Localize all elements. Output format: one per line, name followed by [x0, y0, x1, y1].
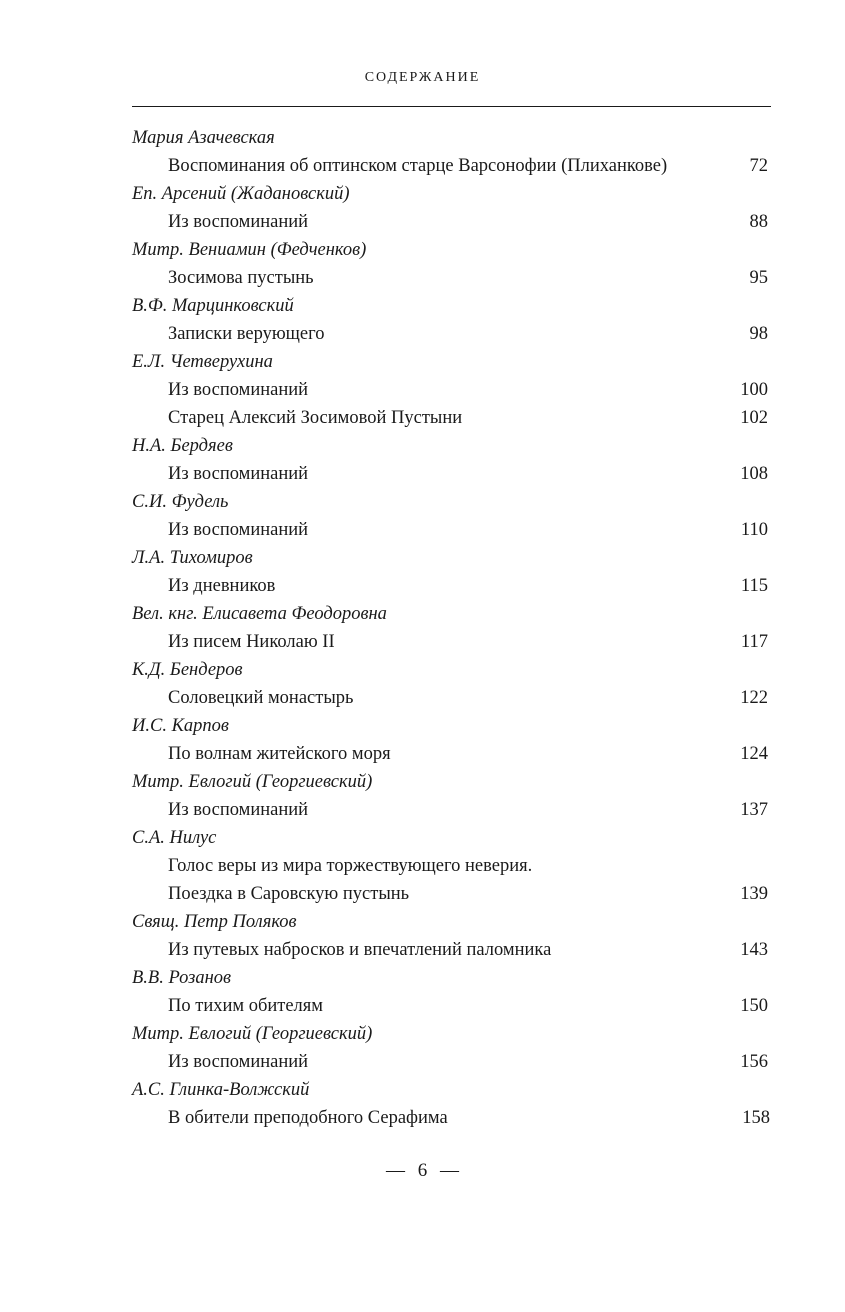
toc-entry-page: 108	[740, 464, 768, 484]
toc-entry-title: Записки верующего	[168, 324, 325, 344]
table-of-contents	[132, 124, 771, 1132]
toc-entry-page: 158	[742, 1108, 770, 1128]
toc-entry	[132, 1104, 771, 1132]
toc-entry-title: Соловецкий монастырь	[168, 688, 354, 708]
toc-entry-title: Из писем Николаю II	[168, 632, 335, 652]
toc-entry-page: 124	[740, 744, 768, 764]
toc-entry-page: 150	[740, 996, 768, 1016]
toc-entry-title: Из воспоминаний	[168, 212, 309, 232]
toc-entry	[132, 460, 771, 488]
toc-author: В.Ф. Марцинковский	[132, 296, 294, 316]
toc-author: Н.А. Бердяев	[132, 436, 233, 456]
toc-entry-page: 139	[740, 884, 768, 904]
toc-author: Вел. кнг. Елисавета Феодоровна	[132, 604, 387, 624]
toc-entry	[132, 852, 771, 880]
toc-author: Еп. Арсений (Жадановский)	[132, 184, 350, 204]
toc-author: Мария Азачевская	[132, 128, 275, 148]
toc-entry-page: 98	[749, 324, 768, 344]
toc-entry-title: Воспоминания об оптинском старце Варсонофии (Плиханкове)	[168, 156, 668, 176]
toc-entry-page: 110	[740, 520, 768, 540]
toc-entry-title: По волнам житейского моря	[168, 744, 391, 764]
header-rule	[132, 106, 771, 107]
toc-entry-page: 122	[740, 688, 768, 708]
toc-entry-title: Из дневников	[168, 576, 276, 596]
toc-entry-title: Зосимова пустынь	[168, 268, 314, 288]
toc-entry-page: 100	[740, 380, 768, 400]
page-number: — 6 —	[386, 1160, 459, 1181]
toc-author: И.С. Карпов	[132, 716, 229, 736]
toc-author: Митр. Евлогий (Георгиевский)	[132, 772, 373, 792]
toc-entry-page: 143	[740, 940, 768, 960]
toc-entry-title: Из воспоминаний	[168, 380, 309, 400]
toc-entry	[132, 628, 771, 656]
toc-entry	[132, 796, 771, 824]
toc-entry	[132, 992, 771, 1020]
toc-entry-page: 95	[749, 268, 768, 288]
toc-entry-page: 156	[740, 1052, 768, 1072]
toc-author: С.А. Нилус	[132, 828, 217, 848]
toc-entry	[132, 320, 771, 348]
toc-entry-page: 72	[749, 156, 768, 176]
toc-entry	[132, 880, 771, 908]
toc-entry	[132, 684, 771, 712]
toc-entry-title: Из воспоминаний	[168, 800, 309, 820]
toc-entry	[132, 516, 771, 544]
toc-author: В.В. Розанов	[132, 968, 232, 988]
toc-entry	[132, 936, 771, 964]
toc-entry-title: Старец Алексий Зосимовой Пустыни	[168, 408, 463, 428]
toc-author: Свящ. Петр Поляков	[132, 912, 297, 932]
toc-entry-title: В обители преподобного Серафима	[168, 1108, 448, 1128]
toc-entry	[132, 264, 771, 292]
toc-entry-title: Из воспоминаний	[168, 464, 309, 484]
toc-author: С.И. Фудель	[132, 492, 229, 512]
toc-entry	[132, 740, 771, 768]
toc-entry-page: 102	[740, 408, 768, 428]
toc-author: Л.А. Тихомиров	[132, 548, 253, 568]
toc-entry-page: 117	[740, 632, 768, 652]
running-header: СОДЕРЖАНИЕ	[364, 70, 481, 85]
toc-author: К.Д. Бендеров	[132, 660, 243, 680]
toc-entry	[132, 208, 771, 236]
toc-entry-title: Из путевых набросков и впечатлений паломника	[168, 940, 552, 960]
toc-entry	[132, 1048, 771, 1076]
toc-entry-title: Поездка в Саровскую пустынь	[168, 884, 410, 904]
toc-entry-page: 115	[740, 576, 768, 596]
toc-author: Е.Л. Четверухина	[132, 352, 273, 372]
toc-entry	[132, 572, 771, 600]
toc-entry-title: По тихим обителям	[168, 996, 324, 1016]
toc-entry-title: Из воспоминаний	[168, 520, 309, 540]
toc-entry-title: Из воспоминаний	[168, 1052, 309, 1072]
toc-entry-page: 88	[749, 212, 768, 232]
toc-author: Митр. Вениамин (Федченков)	[132, 240, 367, 260]
toc-entry	[132, 404, 771, 432]
toc-entry	[132, 152, 771, 180]
toc-author: Митр. Евлогий (Георгиевский)	[132, 1024, 373, 1044]
toc-entry-page: 137	[740, 800, 768, 820]
toc-entry-title: Голос веры из мира торжествующего неверия.	[168, 856, 533, 876]
toc-entry	[132, 376, 771, 404]
toc-author: А.С. Глинка-Волжский	[132, 1080, 310, 1100]
